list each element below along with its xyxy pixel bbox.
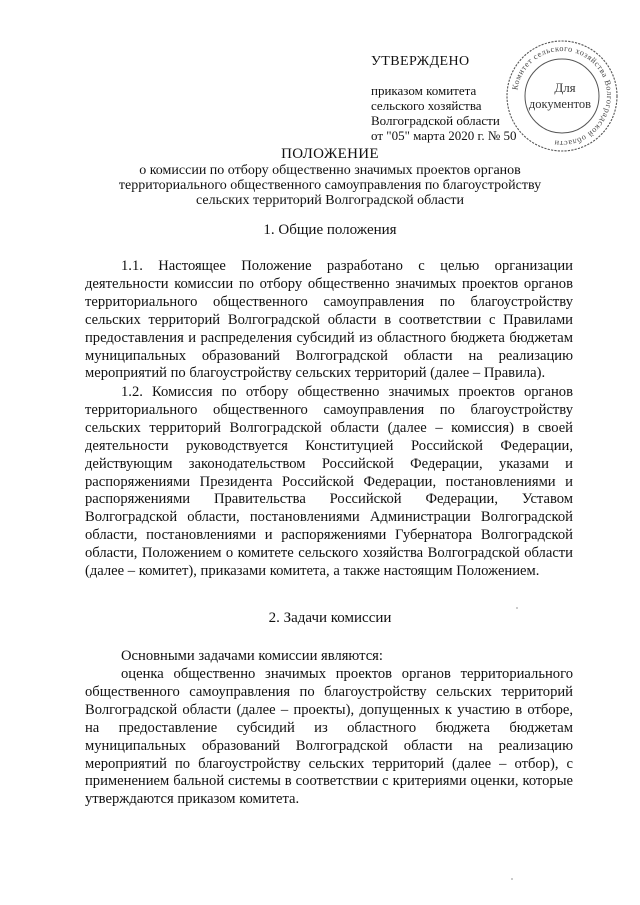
paragraph-1-2: 1.2. Комиссия по отбору общественно значимых проектов органов территориального общественного самоуправления по благоустройству сельских территорий Волгоградской области (далее – комиссия) в своей деятельности руководствуется Конституцией Российской Федерации, действующим законодательством Российской Федерации, указами и распоряжениями Президента Российской Федерации, постановлениями и распоряжениями Правительства Российской Федерации, Уставом Волгоградской области, постановлениями Администрации Волгоградской области, постановлениями и распоряжениями Губернатора Волгоградской области, Положением о комитете сельского хозяйства Волгоградской области (далее – комитет), приказами комитета, а также настоящим Положением. [85,384,573,580]
approval-block [371,54,517,143]
stamp-center-text-2: документов [528,97,592,111]
section-heading-1: 1. Общие положения [263,222,397,238]
document-title: ПОЛОЖЕНИЕ [281,146,379,162]
stamp-ring-text: Комитет сельского хозяйства Волгоградской области [510,43,615,149]
document-subtitle-line: территориального общественного самоуправления по благоустройству [118,178,542,193]
paragraph-2-1: оценка общественно значимых проектов органов территориального общественного самоуправления по благоустройству сельских территорий Волгоградской области (далее – проекты), допущенных к участию в отборе, на предоставление субсидий из областного бюджета бюджетам муниципальных образований Волгоградской области на реализацию мероприятий по благоустройству сельских территорий (далее – отбор), с применением бальной системы в соответствии с критериями оценки, которые утверждаются приказом комитета. [85,666,573,808]
paragraph-2-intro: Основными задачами комиссии являются: [121,648,383,664]
approval-line-4: от "05" марта 2020 г. № 50 [371,128,517,143]
document-subtitle-line: о комиссии по отбору общественно значимых проектов органов [139,163,521,178]
approval-heading: УТВЕРЖДЕНО [371,54,470,69]
approval-line-2: сельского хозяйства [371,98,482,113]
stamp-center-text-1: Для [554,80,576,95]
scan-speck [511,878,513,880]
official-stamp [504,38,620,154]
document-subtitle-line: сельских территорий Волгоградской области [196,193,464,208]
approval-line-1: приказом комитета [371,83,477,98]
document-title-block [60,146,600,208]
section-heading-2: 2. Задачи комиссии [268,610,392,626]
approval-line-3: Волгоградской области [371,113,500,128]
scan-speck [516,607,518,609]
paragraph-1-1: 1.1. Настоящее Положение разработано с целью организации деятельности комиссии по отбору общественно значимых проектов органов территориального общественного самоуправления по благоустройству сельских территорий Волгоградской области в соответствии с Правилами предоставления и распределения субсидий из областного бюджета бюджетам муниципальных образований Волгоградской области на реализацию мероприятий по благоустройству сельских территорий (далее – Правила). [85,258,573,382]
